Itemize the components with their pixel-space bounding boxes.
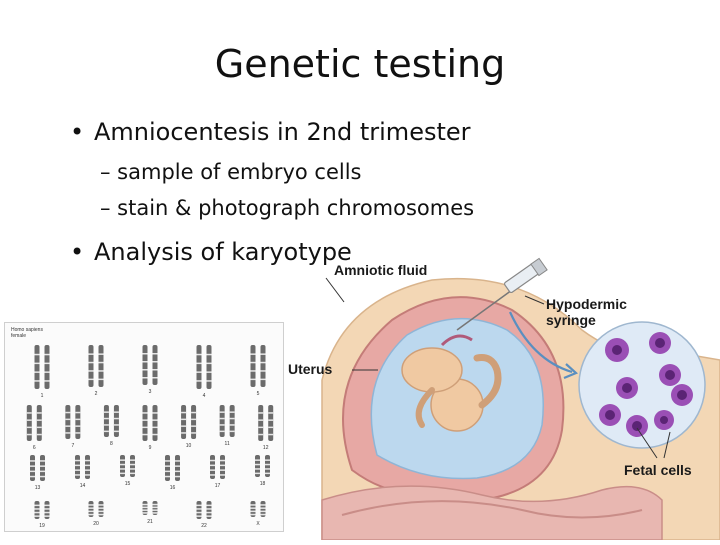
chromosome-band (251, 379, 256, 381)
chromosome-band (251, 511, 256, 512)
chromosome-band (143, 427, 148, 429)
sub-bullet-stain: – stain & photograph chromosomes (100, 196, 475, 220)
chromosome-band (268, 412, 273, 414)
label-hypodermic-line2: syringe (546, 312, 596, 328)
chromosome-band (37, 427, 42, 429)
chromosome-pair (197, 345, 212, 399)
chromosome-pair (181, 405, 196, 449)
chromosome (197, 345, 202, 389)
label-fetal-cells: Fetal cells (624, 462, 692, 478)
chromosome-band (130, 459, 135, 461)
chromosome (104, 405, 109, 437)
chromosome-band (251, 507, 256, 509)
chromosome-band (114, 411, 119, 413)
chromosome-band (45, 512, 50, 514)
chromosome-pair (251, 501, 266, 527)
chromosome-band (207, 380, 212, 382)
chromosome-band (143, 377, 148, 379)
chromosome-band (153, 353, 158, 355)
chromosome-band (261, 514, 266, 516)
chromosome-band (220, 460, 225, 462)
chromosome (230, 405, 235, 437)
amniocentesis-drawing (282, 240, 720, 540)
chromosome-pair (65, 405, 80, 449)
chromosome-band (220, 411, 225, 413)
chromosome-band (45, 380, 50, 382)
chromosome-label: 18 (259, 481, 266, 487)
chromosome-band (65, 432, 70, 434)
chromosome-band (268, 434, 273, 436)
chromosome-pair (35, 345, 50, 399)
chromosome-band (265, 468, 270, 470)
chromosome-band (210, 474, 215, 476)
chromosome-label: 14 (79, 483, 86, 489)
chromosome-band (37, 419, 42, 421)
chromosome-band (251, 514, 256, 516)
chromosome-pair (143, 405, 158, 451)
chromosome-pair (75, 455, 90, 489)
chromosome-band (175, 465, 180, 467)
chromosome-band (143, 434, 148, 436)
chromosome-band (251, 353, 256, 355)
chromosome (65, 405, 70, 439)
chromosome-band (89, 362, 94, 364)
chromosome-band (35, 515, 40, 517)
chromosome (181, 405, 186, 439)
chromosome-band (251, 504, 256, 506)
bullet-dot: • (70, 118, 85, 146)
chromosome-band (130, 473, 135, 475)
chromosome-pair (104, 405, 119, 447)
chromosome-band (153, 419, 158, 421)
chromosome-label: 13 (34, 485, 41, 491)
karyotype-header-line1: Homo sapiens (11, 327, 43, 333)
chromosome-band (210, 469, 215, 471)
chromosome-pair (251, 345, 266, 397)
chromosome-band (251, 362, 256, 364)
chromosome-band (40, 465, 45, 467)
chromosome-band (181, 432, 186, 434)
chromosome-band (35, 512, 40, 514)
chromosome-band (85, 465, 90, 467)
chromosome-band (45, 515, 50, 517)
chromosome-band (89, 353, 94, 355)
chromosome (45, 345, 50, 389)
chromosome-pair (258, 405, 273, 451)
chromosome-pair (89, 345, 104, 397)
karyotype-chromosomes (5, 323, 283, 531)
chromosome-band (197, 512, 202, 514)
chromosome-band (230, 418, 235, 420)
chromosome-band (153, 361, 158, 363)
chromosome-band (85, 469, 90, 471)
chromosome-band (99, 507, 104, 509)
karyotype-figure (4, 322, 284, 532)
chromosome-band (261, 511, 266, 512)
chromosome-band (130, 468, 135, 470)
chromosome-pair (210, 455, 225, 489)
chromosome-band (261, 370, 266, 372)
chromosome-band (255, 473, 260, 475)
chromosome-band (191, 412, 196, 414)
chromosome (207, 345, 212, 389)
chromosome-band (143, 369, 148, 371)
chromosome-band (45, 505, 50, 507)
chromosome (143, 345, 148, 385)
chromosome-band (45, 354, 50, 356)
chromosome-band (45, 363, 50, 365)
chromosome-band (99, 370, 104, 372)
chromosome-band (114, 418, 119, 420)
bullet-dot: • (70, 238, 85, 266)
chromosome-band (153, 412, 158, 414)
chromosome-band (153, 369, 158, 371)
chromosome (261, 345, 266, 387)
chromosome-band (120, 459, 125, 461)
chromosome-pair (255, 455, 270, 487)
chromosome-band (99, 362, 104, 364)
bullet-text: Amniocentesis in 2nd trimester (94, 118, 471, 146)
chromosome-band (207, 515, 212, 517)
chromosome-band (197, 508, 202, 510)
chromosome-label: 19 (39, 523, 45, 529)
chromosome-band (175, 471, 180, 473)
chromosome-band (104, 418, 109, 420)
chromosome-pair (30, 455, 45, 491)
chromosome-pair (120, 455, 135, 487)
chromosome-band (40, 476, 45, 478)
chromosome-band (181, 412, 186, 414)
chromosome-band (89, 370, 94, 372)
chromosome-band (261, 379, 266, 381)
chromosome-band (120, 468, 125, 470)
chromosome-band (220, 424, 225, 426)
chromosome-band (40, 460, 45, 462)
chromosome-band (75, 412, 80, 414)
chromosome (89, 345, 94, 387)
chromosome-band (40, 471, 45, 473)
chromosome-band (143, 412, 148, 414)
chromosome-band (27, 419, 32, 421)
chromosome-band (153, 504, 158, 506)
chromosome-band (153, 427, 158, 429)
chromosome-band (220, 431, 225, 433)
chromosome-band (165, 471, 170, 473)
chromosome-band (197, 363, 202, 365)
chromosome-band (258, 434, 263, 436)
chromosome-band (37, 412, 42, 414)
chromosome-label: 5 (256, 391, 260, 397)
chromosome-band (37, 434, 42, 436)
chromosome-band (30, 460, 35, 462)
chromosome-band (191, 425, 196, 427)
chromosome-label: 3 (148, 389, 152, 395)
chromosome-band (153, 507, 158, 509)
chromosome-band (45, 371, 50, 373)
chromosome-label: 17 (214, 483, 221, 489)
sub-bullet-sample: – sample of embryo cells (100, 160, 362, 184)
chromosome-band (99, 511, 104, 512)
chromosome-band (89, 511, 94, 512)
chromosome-band (265, 473, 270, 475)
chromosome-band (261, 353, 266, 355)
chromosome-label: 22 (201, 523, 207, 529)
chromosome-pair (220, 405, 235, 447)
chromosome-band (75, 460, 80, 462)
chromosome-band (255, 468, 260, 470)
chromosome-band (207, 508, 212, 510)
label-hypodermic-line1: Hypodermic (546, 296, 627, 312)
chromosome-band (143, 509, 148, 511)
chromosome-band (85, 474, 90, 476)
leader-amniotic (326, 278, 344, 302)
slide-title: Genetic testing (214, 42, 506, 86)
chromosome-band (35, 363, 40, 365)
chromosome-pair (35, 501, 50, 529)
chromosome (153, 405, 158, 441)
chromosome-band (99, 504, 104, 506)
chromosome (251, 345, 256, 387)
chromosome-band (99, 353, 104, 355)
chromosome-band (27, 412, 32, 414)
chromosome (220, 405, 225, 437)
chromosome-band (143, 419, 148, 421)
chromosome-band (197, 505, 202, 507)
chromosome-band (251, 370, 256, 372)
chromosome-label: 4 (202, 393, 206, 399)
chromosome-band (143, 353, 148, 355)
chromosome-band (114, 424, 119, 426)
chromosome-band (197, 354, 202, 356)
chromosome-band (220, 465, 225, 467)
chromosome-label: 8 (110, 441, 113, 447)
bullet-amniocentesis (70, 118, 471, 146)
chromosome-band (181, 419, 186, 421)
karyotype-header-line2: female (11, 333, 27, 339)
chromosome-band (114, 431, 119, 433)
chromosome-band (175, 476, 180, 478)
chromosome-band (207, 505, 212, 507)
label-amniotic-fluid: Amniotic fluid (334, 262, 428, 278)
chromosome (75, 405, 80, 439)
chromosome-band (143, 507, 148, 509)
chromosome-band (210, 460, 215, 462)
chromosome-band (261, 362, 266, 364)
chromosome-band (99, 514, 104, 516)
chromosome-label: 10 (185, 443, 192, 449)
chromosome-label: 20 (93, 521, 99, 527)
chromosome-band (65, 425, 70, 427)
chromosome-band (153, 377, 158, 379)
chromosome-band (143, 361, 148, 363)
chromosome-band (230, 431, 235, 433)
chromosome-band (120, 464, 125, 466)
chromosome-band (153, 434, 158, 436)
amniocentesis-illustration (282, 240, 720, 540)
chromosome-band (89, 379, 94, 381)
chromosome-band (45, 508, 50, 510)
chromosome (258, 405, 263, 441)
chromosome-band (230, 411, 235, 413)
chromosome-band (220, 418, 225, 420)
chromosome-band (261, 507, 266, 509)
chromosome-band (268, 419, 273, 421)
chromosome-band (75, 465, 80, 467)
chromosome-band (143, 504, 148, 506)
chromosome-band (165, 465, 170, 467)
chromosome-band (120, 473, 125, 475)
chromosome-label: 11 (224, 441, 230, 447)
chromosome-band (143, 512, 148, 514)
chromosome-band (261, 504, 266, 506)
chromosome-band (258, 412, 263, 414)
chromosome-band (85, 460, 90, 462)
chromosome-band (191, 419, 196, 421)
chromosome-label: 21 (147, 519, 153, 525)
chromosome-band (35, 354, 40, 356)
chromosome-band (255, 459, 260, 461)
chromosome-band (89, 507, 94, 509)
chromosome-pair (165, 455, 180, 491)
chromosome-band (230, 424, 235, 426)
chromosome-pair (89, 501, 104, 527)
chromosome-band (220, 469, 225, 471)
chromosome-band (65, 419, 70, 421)
chromosome-label: 2 (94, 391, 98, 397)
chromosome-band (35, 505, 40, 507)
chromosome-band (153, 512, 158, 514)
chromosome-band (30, 476, 35, 478)
chromosome-band (165, 460, 170, 462)
chromosome-band (175, 460, 180, 462)
chromosome-band (35, 508, 40, 510)
chromosome-band (75, 469, 80, 471)
chromosome-label: 7 (71, 443, 75, 449)
chromosome-band (207, 371, 212, 373)
chromosome-band (35, 371, 40, 373)
chromosome-band (35, 380, 40, 382)
label-uterus: Uterus (288, 361, 333, 377)
chromosome-band (207, 363, 212, 365)
chromosome-band (75, 419, 80, 421)
chromosome-band (258, 427, 263, 429)
chromosome-label: 1 (40, 393, 44, 399)
chromosome-band (210, 465, 215, 467)
chromosome (191, 405, 196, 439)
bullet-text: Analysis of karyotype (94, 238, 352, 266)
chromosome-band (165, 476, 170, 478)
chromosome-band (27, 427, 32, 429)
chromosome-band (65, 412, 70, 414)
chromosome-label: X (256, 521, 260, 527)
chromosome-band (197, 371, 202, 373)
chromosome-band (89, 514, 94, 516)
chromosome-band (130, 464, 135, 466)
chromosome (27, 405, 32, 441)
chromosome-label: 12 (262, 445, 269, 451)
chromosome-pair (143, 345, 158, 395)
chromosome (37, 405, 42, 441)
chromosome-band (75, 474, 80, 476)
chromosome-band (27, 434, 32, 436)
chromosome-band (153, 509, 158, 511)
chromosome (153, 345, 158, 385)
chromosome-label: 15 (124, 481, 131, 487)
chromosome-pair (143, 501, 158, 525)
chromosome-band (220, 474, 225, 476)
chromosome-band (30, 465, 35, 467)
chromosome-band (197, 515, 202, 517)
chromosome-band (207, 354, 212, 356)
chromosome-band (75, 425, 80, 427)
chromosome-band (258, 419, 263, 421)
chromosome-band (265, 464, 270, 466)
chromosome-pair (197, 501, 212, 529)
chromosome-band (255, 464, 260, 466)
chromosome-band (30, 471, 35, 473)
chromosome-pair (27, 405, 42, 451)
chromosome (143, 405, 148, 441)
chromosome-label: 9 (148, 445, 152, 451)
chromosome (114, 405, 119, 437)
chromosome-band (75, 432, 80, 434)
chromosome (99, 345, 104, 387)
chromosome-band (191, 432, 196, 434)
chromosome-band (181, 425, 186, 427)
chromosome (35, 345, 40, 389)
chromosome-band (104, 431, 109, 433)
chromosome-band (89, 504, 94, 506)
chromosome-band (99, 379, 104, 381)
chromosome-band (197, 380, 202, 382)
label-hypodermic-syringe (546, 296, 627, 328)
chromosome-band (265, 459, 270, 461)
chromosome-label: 6 (32, 445, 36, 451)
chromosome (268, 405, 273, 441)
chromosome-band (104, 411, 109, 413)
chromosome-band (268, 427, 273, 429)
chromosome-band (207, 512, 212, 514)
chromosome-band (104, 424, 109, 426)
chromosome-label: 16 (169, 485, 176, 491)
